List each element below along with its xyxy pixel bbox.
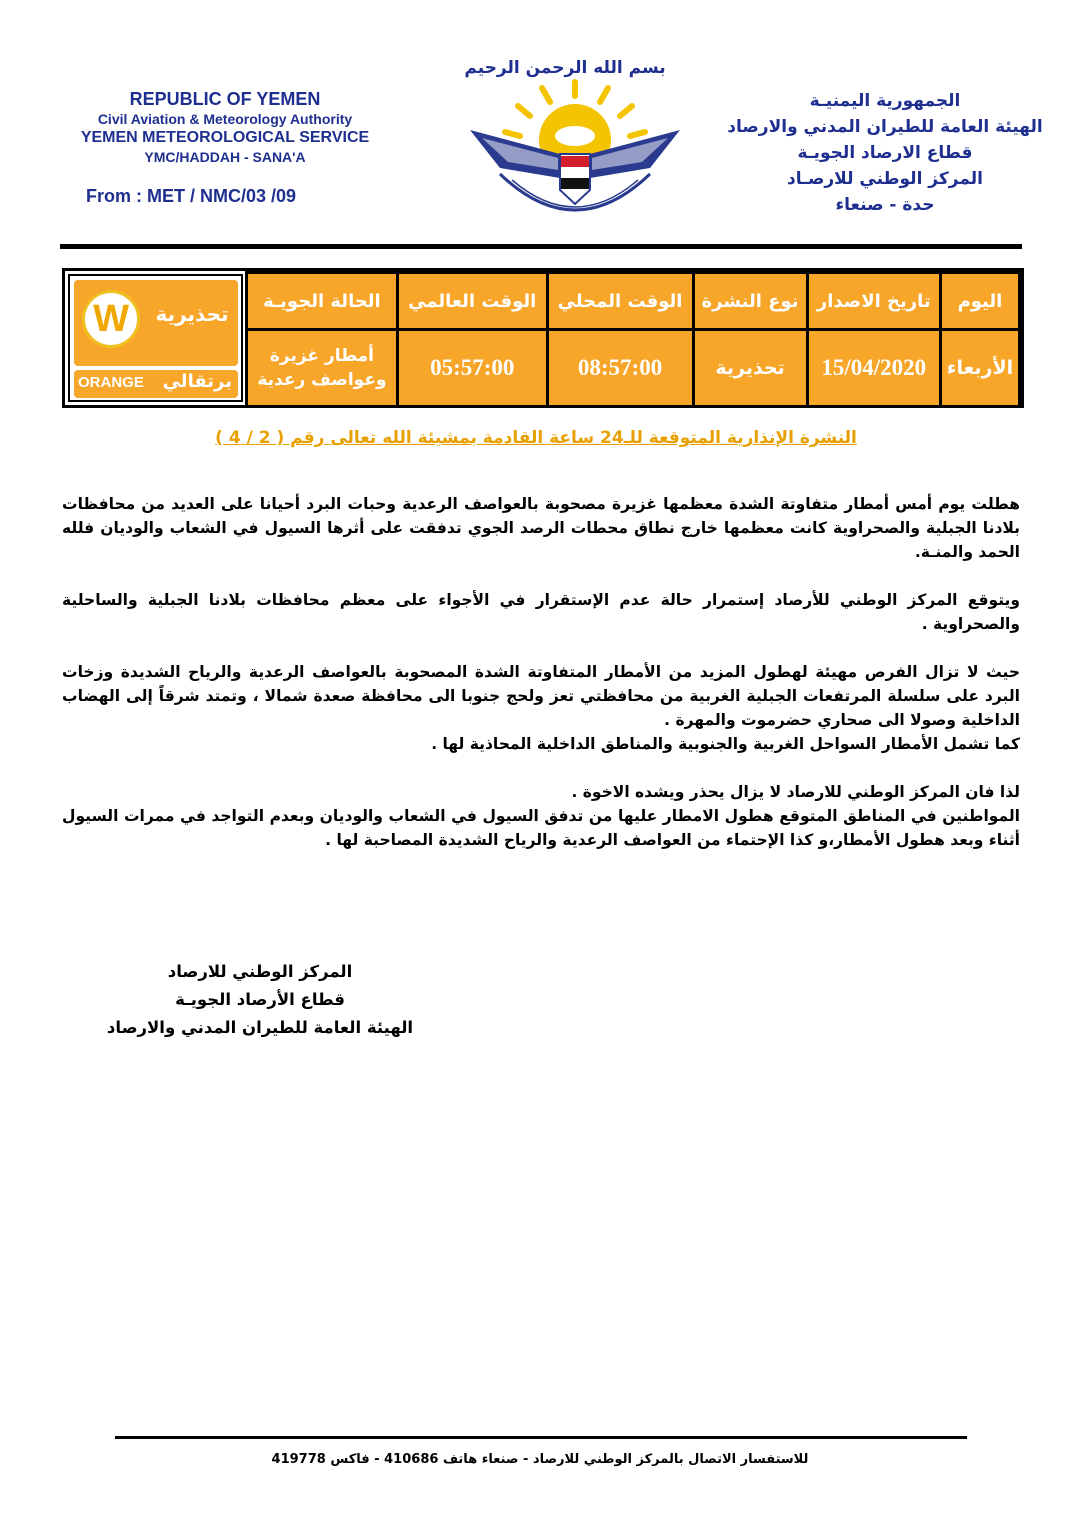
value-weather — [247, 330, 398, 407]
header-utc-time: الوقت العالمي — [397, 273, 547, 330]
signature-line2: قطاع الأرصاد الجويـة — [175, 990, 345, 1009]
value-bulletin-type: تحذيرية — [693, 330, 807, 407]
paragraph-4: كما تشمل الأمطار السواحل الغربية والجنوبية والمناطق الداخلية المحاذية لها . — [431, 735, 1020, 753]
from-reference: From : MET / NMC/03 /09 — [86, 186, 297, 206]
warning-top-panel — [74, 280, 238, 366]
value-day: الأربعاء — [940, 330, 1019, 407]
header-en-line4: YMC/HADDAH - SANA'A — [144, 149, 306, 165]
footer-divider — [115, 1436, 967, 1439]
signature-line3: الهيئة العامة للطيران المدني والارصاد — [106, 1018, 414, 1037]
weather-line2: وعواصف رعدية — [257, 370, 387, 390]
warning-level-panel — [74, 370, 238, 398]
paragraph-1: هطلت يوم أمس أمطار متفاوتة الشدة معظمها غزيرة مصحوبة بالعواصف الرعدية وحبات البرد أحيانا على العديد من محافظات بلادنا الجبلية والصحراوية كانت معظمها خارج نطاق محطات الرصد الجوي تدفقت على أثرها السيول في الشعاب والوديان فلله الحمد والمنـة. — [62, 495, 1020, 561]
header-ar-line5: حدة - صنعاء — [835, 195, 935, 215]
basmala: بسم الله الرحمن الرحيم — [464, 58, 666, 78]
header-ar-line4: المركز الوطني للارصـاد — [787, 169, 983, 189]
logo-emblem-icon — [460, 78, 690, 238]
authority-logo — [460, 78, 690, 238]
header-divider — [60, 244, 1022, 249]
paragraph-3: حيث لا تزال الفرص مهيئة لهطول المزيد من الأمطار المتفاوتة الشدة المصحوبة بالعواصف الرعدية والرياح الشديدة وزخات البرد على سلسلة المرتفعات الجبلية الغربية من محافظتي تعز ولحج جنوبا الى محافظة صعدة شمالا ، وتمتد شرقاً إلى الهضاب الداخلية وصولا الى صحاري حضرموت والمهرة . — [62, 663, 1020, 729]
signature-line1: المركز الوطني للارصاد — [167, 962, 353, 981]
bulletin-body — [62, 492, 1020, 876]
header-bulletin-type: نوع النشرة — [693, 273, 807, 330]
signature-block — [100, 958, 420, 1042]
value-utc-time: 05:57:00 — [397, 330, 547, 407]
header-day: اليوم — [940, 273, 1019, 330]
header-issue-date: تاريخ الاصدار — [807, 273, 940, 330]
bulletin-info-table — [62, 268, 1024, 408]
header-ar-line1: الجمهورية اليمنيـة — [809, 91, 961, 111]
header-en-line3: YEMEN METEOROLOGICAL SERVICE — [80, 129, 370, 146]
header-en-line1: REPUBLIC OF YEMEN — [129, 89, 321, 109]
value-local-time: 08:57:00 — [547, 330, 693, 407]
header-en-line2: Civil Aviation & Meteorology Authority — [97, 111, 353, 127]
paragraph-6: المواطنين في المناطق المتوقع هطول الامطار عليها من تدفق السيول في الشعاب والوديان وبعدم التواجد في ممرات السيول أثناء وبعد هطول الأمطار،و كذا الإحتماء من العواصف الرعدية والرياح الشديدة المصاحبة لها . — [62, 807, 1020, 849]
warning-level-box — [68, 274, 243, 402]
warning-w-icon: W — [82, 290, 140, 348]
table-value-row — [247, 330, 1020, 407]
value-issue-date: 15/04/2020 — [807, 330, 940, 407]
paragraph-5: لذا فان المركز الوطني للارصاد لا يزال يحذر ويشده الاخوة . — [571, 783, 1020, 801]
weather-line1: أمطار غزيرة — [269, 346, 375, 366]
footer-contact: للاستفسار الاتصال بالمركز الوطني للارصاد - صنعاء هاتف 410686 - فاكس 419778 — [271, 1452, 809, 1467]
arabic-header — [720, 88, 1050, 218]
table-header-row — [247, 273, 1020, 330]
english-header — [40, 88, 410, 166]
warning-level-ar: برتقالي — [162, 371, 232, 392]
paragraph-2: ويتوقع المركز الوطني للأرصاد إستمرار حالة عدم الإستقرار في الأجواء على معظم محافظات بلادنا الجبلية والساحلية والصحراوية . — [62, 591, 1020, 633]
header-weather: الحالة الجويـة — [247, 273, 398, 330]
bulletin-title: النشرة الإنذارية المتوقعة للـ24 ساعة القادمة بمشيئة الله تعالى رقم ( 2 / 4 ) — [215, 428, 857, 448]
header-local-time: الوقت المحلي — [547, 273, 693, 330]
warning-level-en: ORANGE — [78, 374, 144, 391]
info-grid — [245, 271, 1021, 408]
header-ar-line3: قطاع الارصاد الجويـة — [797, 143, 973, 163]
header-ar-line2: الهيئة العامة للطيران المدني والارصاد — [727, 117, 1043, 137]
warning-title: تحذيرية — [155, 302, 229, 326]
